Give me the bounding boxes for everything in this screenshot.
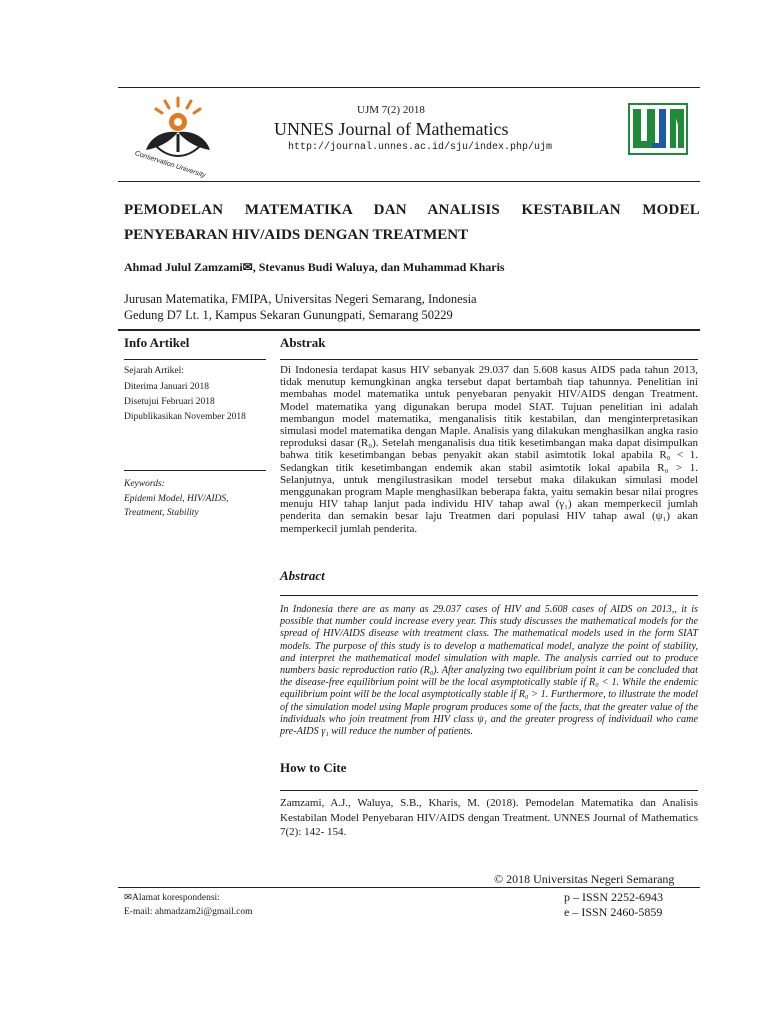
abstract-rule [280,595,698,596]
affiliation-line2: Gedung D7 Lt. 1, Kampus Sekaran Gunungpati, Semarang 50229 [124,308,453,322]
logo-caption: Conservation University [133,150,207,180]
paper-title-line2: PENYEBARAN HIV/AIDS DENGAN TREATMENT [124,227,469,243]
abstract-text: In Indonesia there are as many as 29.037 cases of HIV and 5.608 cases of AIDS on 2013,, it is possible that number could increase every year. This study discusses the mathematical models for the spread of HIV/AIDS disease with treatment class. The mathematical models used in the form SIAT models. The purpose of this study is to develop a mathematical model, analyze the point of stability, and interpret the mathematical model simulation with maple. The analysis carried out to produce numbers basic reproduction ratio (R₀). After analyzing two equilibrium point it can be concluded that the disease-free equilibrium point will be the local asymptotically stable if R₀ < 1. While the endemic equilibrium point will be the local asymptotically stable if R₀ > 1. Furthermore, to illustrate the model of the simulation model using Maple program produces some of the facts, that the greater value of the individuals who join treatment from HIV class ψ₁ and the greater progress of individuail who came pre-AIDS γ₁ will reduce the number of patients. [280,604,698,738]
copyright: © 2018 Universitas Negeri Semarang [494,872,675,886]
ujm-logo [628,103,688,155]
info-rule [124,359,266,360]
history-label: Sejarah Artikel: [124,366,184,376]
how-to-cite-text: Zamzami, A.J., Waluya, S.B., Kharis, M. (2018). Pemodelan Matematika dan Analisis Kestabilan Model Penyebaran HIV/AIDS dengan Treatment. UNNES Journal of Mathematics 7(2): 142- 154. [280,797,698,838]
abstract-heading: Abstract [280,568,325,583]
keywords-rule [124,470,266,471]
info-heading: Info Artikel [124,335,190,350]
how-to-cite-heading: How to Cite [280,760,347,775]
keywords-label: Keywords: [124,479,165,489]
cite-rule [280,790,698,791]
authors: Ahmad Julul Zamzami✉, Stevanus Budi Waluya, dan Muhammad Kharis [124,260,505,274]
header-bottom-rule [118,181,700,182]
correspondence-email: E-mail: ahmadzam2i@gmail.com [124,907,253,917]
abstrak-heading: Abstrak [280,335,326,350]
abstrak-text: Di Indonesia terdapat kasus HIV sebanyak 29.037 dan 5.608 kasus AIDS pada tahun 2013, tidak menutup kemungkinan angka tersebut dapat bertambah tiap tahunnya. Penelitian ini membahas model matematika untuk penyebaran penyakit HIV/AIDS dengan Treatment. Model matematika yang digunakan berupa model SIAT. Tujuan penelitian ini adalah membangun model matematika, menganalisis titik kestabilan, dan menginterpretasikan simulasi model matematika dengan Maple. Analisis yang dilakukan menghasilkan angka rasio reproduksi dasar (R₀). Setelah menganalisis dua titik kesetimbangan maka dapat disimpulkan bahwa titik kesetimbangan bebas penyakit akan stabil asimtotik lokal apabila R₀ < 1. Sedangkan titik kesetimbangan endemik akan stabil asimtotik lokal apabila R₀ > 1. Selanjutnya, untuk mengilustrasikan model tersebut maka dilakukan simulasi model menggunakan program Maple menghasilkan beberapa fakta, yaitu semakin besar nilai progres menuju HIV tahap lanjut pada individu HIV tahap awal (γ₁) akan memperkecil jumlah penderita dan semakin besar laju Treatmen dari populasi HIV tahap awal (ψ₁) akan memperkecil jumlah penderita. [280,364,698,535]
affiliation-line1: Jurusan Matematika, FMIPA, Universitas Negeri Semarang, Indonesia [124,292,477,306]
correspondence-label: ✉Alamat korespondensi: [124,893,220,903]
p-issn: p – ISSN 2252-6943 [564,890,664,904]
paper-title-line1: PEMODELAN MATEMATIKA DAN ANALISIS KESTABILAN MODEL [124,202,700,218]
section-rule [118,329,700,331]
journal-issue: UJM 7(2) 2018 [357,104,425,116]
top-rule [118,87,700,88]
footer-rule [118,887,700,888]
received-date: Diterima Januari 2018 [124,382,209,392]
published-date: Dipublikasikan November 2018 [124,412,246,422]
abstrak-rule [280,359,698,360]
journal-url[interactable]: http://journal.unnes.ac.id/sju/index.php/ujm [288,142,553,153]
journal-name: UNNES Journal of Mathematics [274,119,509,139]
e-issn: e – ISSN 2460-5859 [564,905,663,919]
keywords-line2: Treatment, Stability [124,508,199,518]
approved-date: Disetujui Februari 2018 [124,397,215,407]
keywords-line1: Epidemi Model, HIV/AIDS, [124,494,229,504]
